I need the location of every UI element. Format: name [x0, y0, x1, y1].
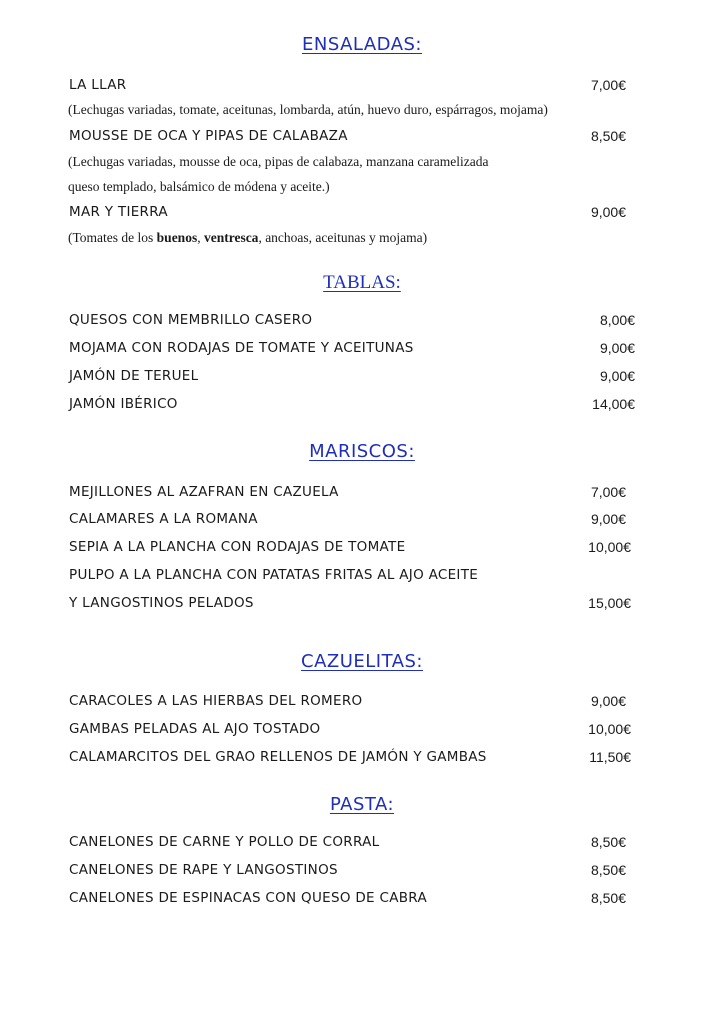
menu-item-name: LA LLAR [69, 77, 127, 93]
desc-bold-text: buenos [156, 230, 198, 245]
menu-item-name: JAMÓN DE TERUEL [69, 368, 199, 384]
menu-item-description: (Lechugas variadas, mousse de oca, pipas de calabaza, manzana caramelizada [68, 154, 489, 169]
menu-item-price: 15,00€ [588, 595, 631, 611]
menu-item-price: 8,50€ [590, 128, 626, 144]
menu-item-name: CANELONES DE CARNE Y POLLO DE CORRAL [69, 834, 380, 850]
menu-item-price: 9,00€ [599, 340, 635, 356]
menu-item-price: 9,00€ [590, 511, 626, 527]
menu-item-price: 8,00€ [599, 312, 635, 328]
menu-item-name: QUESOS CON MEMBRILLO CASERO [69, 312, 313, 328]
desc-text: (Tomates de los [68, 230, 157, 245]
menu-item-name: SEPIA A LA PLANCHA CON RODAJAS DE TOMATE [69, 539, 406, 555]
menu-item-price: 9,00€ [599, 368, 635, 384]
menu-item-price: 14,00€ [592, 396, 635, 412]
menu-item-price: 8,50€ [590, 890, 626, 906]
menu-item-name: CALAMARES A LA ROMANA [69, 511, 258, 527]
desc-text: , [197, 230, 204, 245]
menu-item-description: (Lechugas variadas, tomate, aceitunas, lombarda, atún, huevo duro, espárragos, mojama) [68, 102, 548, 117]
menu-item-name: CALAMARCITOS DEL GRAO RELLENOS DE JAMÓN Y GAMBAS [69, 749, 487, 765]
menu-item-name: MAR Y TIERRA [69, 204, 168, 220]
menu-item-name: Y LANGOSTINOS PELADOS [69, 595, 254, 611]
menu-item-name: MOUSSE DE OCA Y PIPAS DE CALABAZA [69, 128, 348, 144]
menu-item-name: PULPO A LA PLANCHA CON PATATAS FRITAS AL AJO ACEITE [69, 567, 479, 583]
menu-item-price: 11,50€ [589, 749, 631, 765]
menu-item-price: 10,00€ [588, 539, 631, 555]
menu-item-description: queso templado, balsámico de módena y aceite.) [68, 179, 330, 194]
menu-item-price: 9,00€ [590, 693, 626, 709]
menu-item-description [68, 230, 427, 246]
menu-item-name: JAMÓN IBÉRICO [69, 396, 178, 412]
menu-item-name: CANELONES DE ESPINACAS CON QUESO DE CABRA [69, 890, 427, 906]
menu-item-name: CANELONES DE RAPE Y LANGOSTINOS [69, 862, 338, 878]
menu-item-name: CARACOLES A LAS HIERBAS DEL ROMERO [69, 693, 363, 709]
menu-item-price: 10,00€ [588, 721, 631, 737]
menu-item-price: 8,50€ [590, 862, 626, 878]
section-title-mariscos: MARISCOS: [309, 441, 415, 462]
menu-item-price: 7,00€ [590, 484, 626, 500]
menu-item-price: 8,50€ [590, 834, 626, 850]
menu-item-name: MEJILLONES AL AZAFRAN EN CAZUELA [69, 484, 339, 500]
section-title-pasta: PASTA: [329, 794, 395, 815]
menu-item-price: 7,00€ [590, 77, 626, 93]
menu-item-price: 9,00€ [590, 204, 626, 220]
section-title-cazuelitas: CAZUELITAS: [301, 651, 423, 672]
menu-item-name: MOJAMA CON RODAJAS DE TOMATE Y ACEITUNAS [69, 340, 414, 356]
desc-bold-text: ventresca [203, 230, 259, 245]
menu-item-name: GAMBAS PELADAS AL AJO TOSTADO [69, 721, 321, 737]
section-title-tablas: TABLAS: [323, 272, 401, 293]
desc-text: , anchoas, aceitunas y mojama) [258, 230, 428, 245]
section-title-ensaladas: ENSALADAS: [301, 34, 422, 55]
